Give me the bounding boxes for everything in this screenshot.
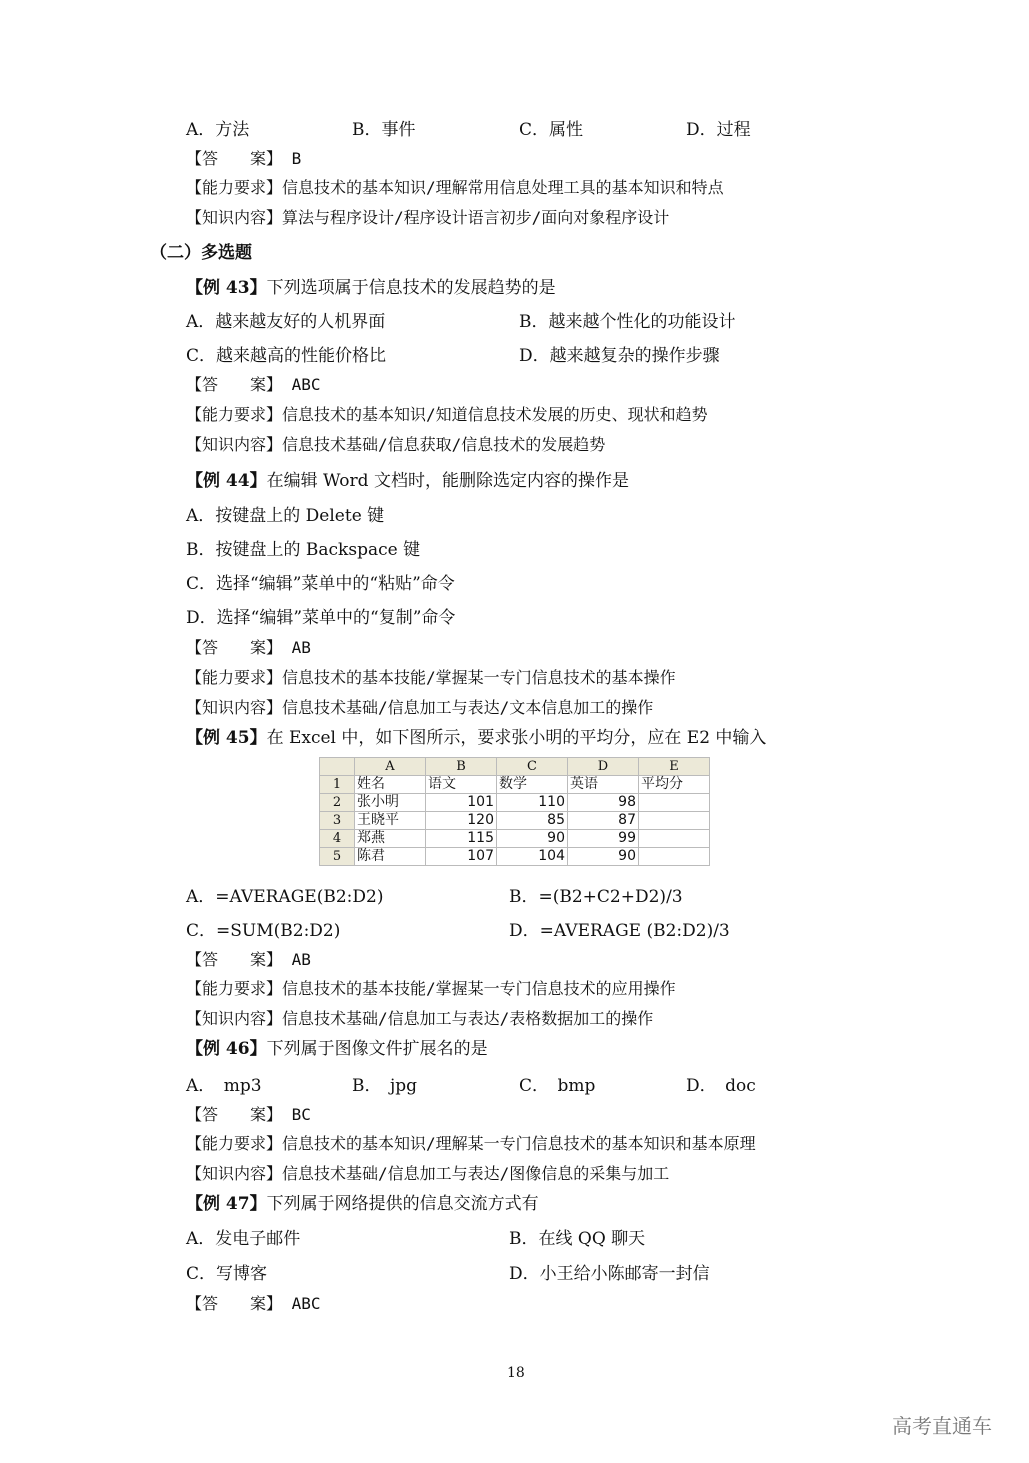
q43-text: 下列选项属于信息技术的发展趋势的是 — [266, 278, 556, 298]
cell: 87 — [568, 812, 639, 830]
q46-answer: 【答 案】 BC — [186, 1105, 311, 1124]
cell: 120 — [426, 812, 497, 830]
column-header: A — [355, 758, 426, 776]
q46-option-d: D． doc — [686, 1076, 756, 1096]
q42-option-d: D．过程 — [686, 120, 751, 140]
row-number: 1 — [320, 776, 355, 794]
q47-option-c: C．写博客 — [186, 1264, 268, 1284]
q44-knowledge: 【知识内容】信息技术基础/信息加工与表达/文本信息加工的操作 — [186, 698, 654, 717]
q42-ability: 【能力要求】信息技术的基本知识/理解常用信息处理工具的基本知识和特点 — [186, 178, 724, 197]
q43-label: 【例 43】 — [186, 278, 267, 298]
cell: 张小明 — [355, 794, 426, 812]
q45-answer: 【答 案】 AB — [186, 950, 311, 969]
q46-text: 下列属于图像文件扩展名的是 — [266, 1039, 488, 1059]
cell: 姓名 — [355, 776, 426, 794]
q42-answer: 【答 案】 B — [186, 149, 302, 168]
q46-knowledge: 【知识内容】信息技术基础/信息加工与表达/图像信息的采集与加工 — [186, 1164, 670, 1183]
q44-answer: 【答 案】 AB — [186, 638, 311, 657]
q43-option-a: A．越来越友好的人机界面 — [186, 312, 386, 332]
cell — [639, 830, 710, 848]
cell — [639, 812, 710, 830]
cell: 85 — [497, 812, 568, 830]
row-number: 3 — [320, 812, 355, 830]
q47-answer: 【答 案】 ABC — [186, 1294, 321, 1313]
q44-option-b: B．按键盘上的 Backspace 键 — [186, 540, 421, 560]
q44-option-a: A．按键盘上的 Delete 键 — [186, 506, 385, 526]
q45-option-d: D．=AVERAGE (B2:D2)/3 — [509, 921, 730, 941]
excel-sheet — [319, 757, 710, 866]
q47-option-d: D．小王给小陈邮寄一封信 — [509, 1264, 710, 1284]
q43-option-d: D．越来越复杂的操作步骤 — [519, 346, 720, 366]
q47-text: 下列属于网络提供的信息交流方式有 — [266, 1194, 539, 1214]
cell: 语文 — [426, 776, 497, 794]
q47-option-b: B．在线 QQ 聊天 — [509, 1229, 646, 1249]
page-number: 18 — [507, 1365, 525, 1381]
corner-cell — [320, 758, 355, 776]
q43-knowledge: 【知识内容】信息技术基础/信息获取/信息技术的发展趋势 — [186, 435, 606, 454]
q43-option-b: B．越来越个性化的功能设计 — [519, 312, 736, 332]
q45-stem — [186, 728, 766, 748]
q43-option-c: C．越来越高的性能价格比 — [186, 346, 387, 366]
q47-option-a: A．发电子邮件 — [186, 1229, 301, 1249]
cell: 陈君 — [355, 848, 426, 866]
q43-stem — [186, 278, 556, 298]
q43-answer: 【答 案】 ABC — [186, 375, 321, 394]
cell: 104 — [497, 848, 568, 866]
column-header: D — [568, 758, 639, 776]
q47-stem — [186, 1194, 539, 1214]
cell: 平均分 — [639, 776, 710, 794]
column-header: E — [639, 758, 710, 776]
q46-option-b: B． jpg — [352, 1076, 418, 1096]
column-header: B — [426, 758, 497, 776]
q44-option-c: C．选择“编辑”菜单中的“粘贴”命令 — [186, 574, 455, 594]
q45-ability: 【能力要求】信息技术的基本技能/掌握某一专门信息技术的应用操作 — [186, 979, 676, 998]
q46-ability: 【能力要求】信息技术的基本知识/理解某一专门信息技术的基本知识和基本原理 — [186, 1134, 756, 1153]
row-number: 2 — [320, 794, 355, 812]
sheet-row — [320, 794, 710, 812]
q44-label: 【例 44】 — [186, 471, 267, 491]
q45-label: 【例 45】 — [186, 728, 267, 748]
section-heading: （二）多选题 — [150, 243, 252, 263]
q46-option-c: C． bmp — [519, 1076, 596, 1096]
q46-stem — [186, 1039, 488, 1059]
q45-knowledge: 【知识内容】信息技术基础/信息加工与表达/表格数据加工的操作 — [186, 1009, 654, 1028]
cell: 英语 — [568, 776, 639, 794]
sheet-row — [320, 812, 710, 830]
cell: 90 — [497, 830, 568, 848]
q45-text: 在 Excel 中，如下图所示，要求张小明的平均分，应在 E2 中输入 — [266, 728, 767, 748]
row-number: 5 — [320, 848, 355, 866]
q43-ability: 【能力要求】信息技术的基本知识/知道信息技术发展的历史、现状和趋势 — [186, 405, 708, 424]
sheet-row — [320, 848, 710, 866]
cell: 101 — [426, 794, 497, 812]
cell: 99 — [568, 830, 639, 848]
cell: 115 — [426, 830, 497, 848]
q45-option-a: A．=AVERAGE(B2:D2) — [186, 887, 384, 907]
cell: 110 — [497, 794, 568, 812]
cell: 107 — [426, 848, 497, 866]
cell: 郑燕 — [355, 830, 426, 848]
q46-label: 【例 46】 — [186, 1039, 267, 1059]
cell: 王晓平 — [355, 812, 426, 830]
sheet-row — [320, 776, 710, 794]
q45-option-c: C．=SUM(B2:D2) — [186, 921, 341, 941]
q45-option-b: B．=(B2+C2+D2)/3 — [509, 887, 683, 907]
column-header-row — [320, 758, 710, 776]
cell: 90 — [568, 848, 639, 866]
cell — [639, 848, 710, 866]
q44-ability: 【能力要求】信息技术的基本技能/掌握某一专门信息技术的基本操作 — [186, 668, 676, 687]
cell — [639, 794, 710, 812]
q44-option-d: D．选择“编辑”菜单中的“复制”命令 — [186, 608, 456, 628]
cell: 98 — [568, 794, 639, 812]
q44-text: 在编辑 Word 文档时，能删除选定内容的操作是 — [266, 471, 629, 491]
watermark: 高考直通车 — [892, 1414, 992, 1438]
row-number: 4 — [320, 830, 355, 848]
q46-option-a: A． mp3 — [186, 1076, 262, 1096]
q42-option-c: C．属性 — [519, 120, 584, 140]
q44-stem — [186, 471, 629, 491]
column-header: C — [497, 758, 568, 776]
sheet-row — [320, 830, 710, 848]
q42-option-b: B．事件 — [352, 120, 416, 140]
q42-option-a: A．方法 — [186, 120, 250, 140]
q42-knowledge: 【知识内容】算法与程序设计/程序设计语言初步/面向对象程序设计 — [186, 208, 670, 227]
cell: 数学 — [497, 776, 568, 794]
q47-label: 【例 47】 — [186, 1194, 267, 1214]
